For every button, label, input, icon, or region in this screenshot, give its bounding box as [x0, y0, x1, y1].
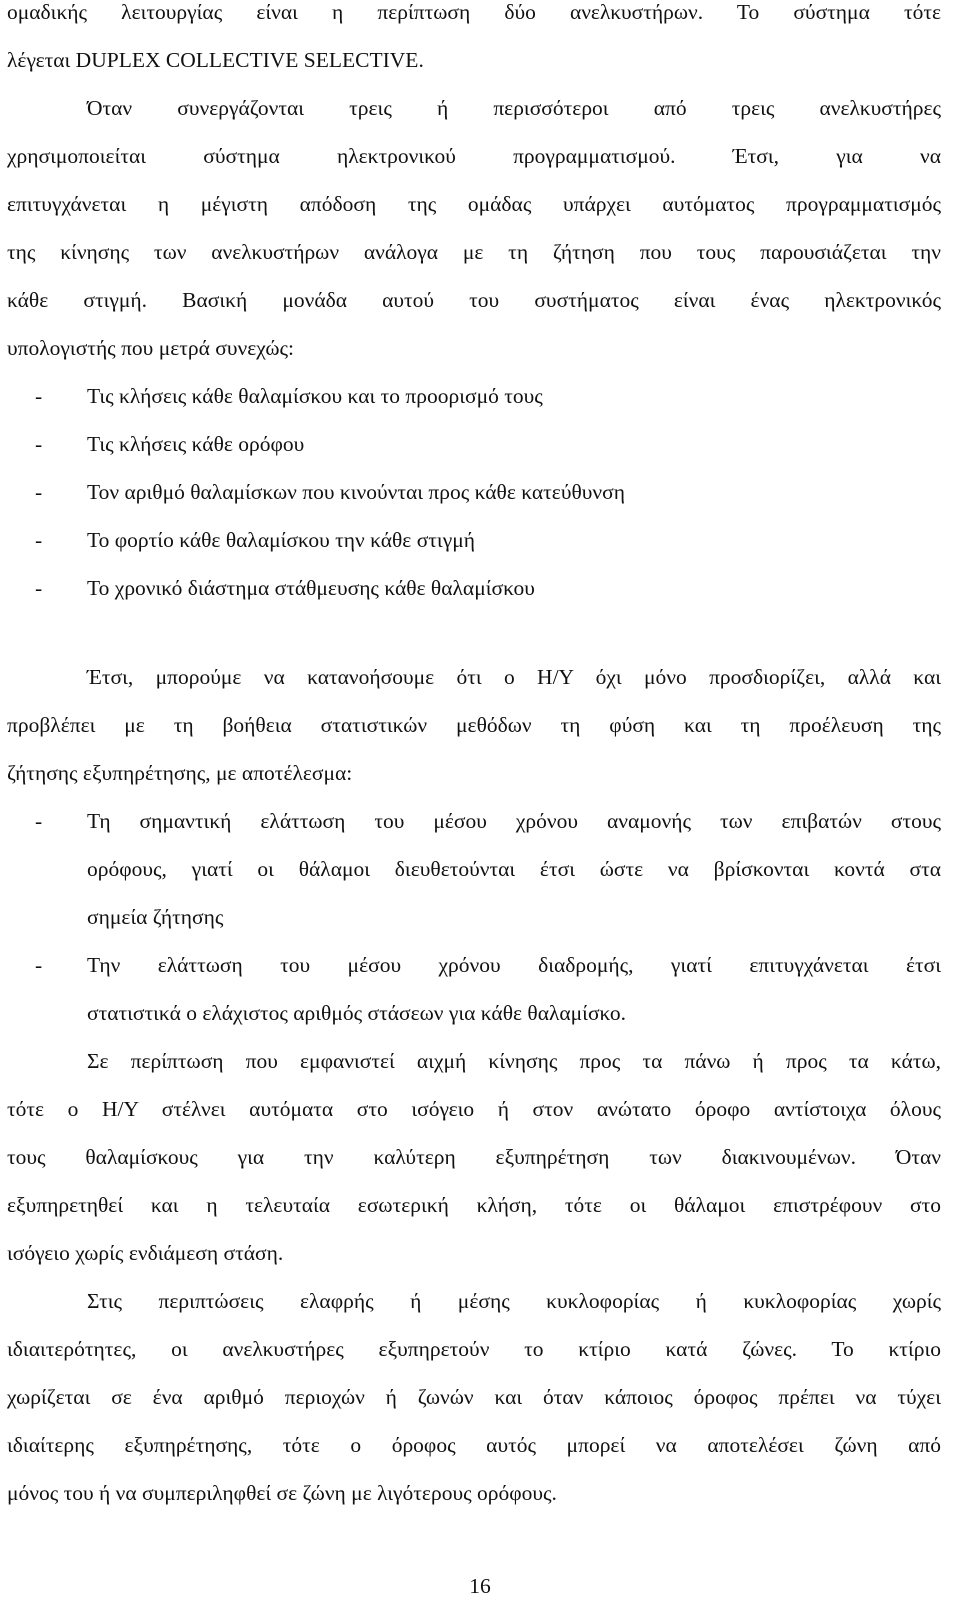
list-item: Τις κλήσεις κάθε ορόφου [87, 432, 305, 456]
paragraph-2-line-4: της κίνησης των ανελκυστήρων ανάλογα με τη ζήτηση που τους παρουσιάζεται την [7, 240, 941, 264]
list-dash: - [35, 432, 43, 456]
paragraph-3-line-3: ζήτησης εξυπηρέτησης, με αποτέλεσμα: [7, 761, 353, 785]
list-dash: - [35, 576, 43, 600]
paragraph-4-line-3: τους θαλαμίσκους για την καλύτερη εξυπηρέτηση των διακινουμένων. Όταν [7, 1145, 941, 1169]
list-dash: - [35, 528, 43, 552]
list-item: Το φορτίο κάθε θαλαμίσκου την κάθε στιγμή [87, 528, 475, 552]
list-item: Τον αριθμό θαλαμίσκων που κινούνται προς κάθε κατεύθυνση [87, 480, 625, 504]
paragraph-2-line-3: επιτυγχάνεται η μέγιστη απόδοση της ομάδας υπάρχει αυτόματος προγραμματισμός [7, 192, 941, 216]
list-dash: - [35, 809, 43, 833]
paragraph-2-line-2: χρησιμοποιείται σύστημα ηλεκτρονικού προγραμματισμού. Έτσι, για να [7, 144, 941, 168]
paragraph-3-line-1: Έτσι, μπορούμε να κατανοήσουμε ότι ο Η/Υ όχι μόνο προσδιορίζει, αλλά και [87, 665, 941, 689]
paragraph-4-line-1: Σε περίπτωση που εμφανιστεί αιχμή κίνησης προς τα πάνω ή προς τα κάτω, [87, 1049, 941, 1073]
paragraph-5-line-4: ιδιαίτερης εξυπηρέτησης, τότε ο όροφος αυτός μπορεί να αποτελέσει ζώνη από [7, 1433, 941, 1457]
list-dash: - [35, 480, 43, 504]
paragraph-2-line-6: υπολογιστής που μετρά συνεχώς: [7, 336, 294, 360]
paragraph-1-line-1: ομαδικής λειτουργίας είναι η περίπτωση δύο ανελκυστήρων. Το σύστημα τότε [7, 0, 941, 24]
list-item: Τις κλήσεις κάθε θαλαμίσκου και το προορισμό τους [87, 384, 543, 408]
paragraph-5-line-3: χωρίζεται σε ένα αριθμό περιοχών ή ζωνών και όταν κάποιος όροφος πρέπει να τύχει [7, 1385, 941, 1409]
list-dash: - [35, 384, 43, 408]
list-2-item-2-line-1: Την ελάττωση του μέσου χρόνου διαδρομής, γιατί επιτυγχάνεται έτσι [87, 953, 941, 977]
list-item: Το χρονικό διάστημα στάθμευσης κάθε θαλαμίσκου [87, 576, 535, 600]
list-2-item-1-line-2: ορόφους, γιατί οι θάλαμοι διευθετούνται έτσι ώστε να βρίσκονται κοντά στα [87, 857, 941, 881]
paragraph-2-line-5: κάθε στιγμή. Βασική μονάδα αυτού του συστήματος είναι ένας ηλεκτρονικός [7, 288, 941, 312]
paragraph-4-line-4: εξυπηρετηθεί και η τελευταία εσωτερική κλήση, τότε οι θάλαμοι επιστρέφουν στο [7, 1193, 941, 1217]
paragraph-4-line-2: τότε ο Η/Υ στέλνει αυτόματα στο ισόγειο ή στον ανώτατο όροφο αντίστοιχα όλους [7, 1097, 941, 1121]
list-2-item-2-line-2: στατιστικά ο ελάχιστος αριθμός στάσεων για κάθε θαλαμίσκο. [87, 1001, 627, 1025]
page-number: 16 [469, 1574, 491, 1598]
paragraph-4-line-5: ισόγειο χωρίς ενδιάμεση στάση. [7, 1241, 284, 1265]
paragraph-1-line-2: λέγεται DUPLEX COLLECTIVE SELECTIVE. [7, 48, 424, 72]
paragraph-3-line-2: προβλέπει με τη βοήθεια στατιστικών μεθόδων τη φύση και τη προέλευση της [7, 713, 941, 737]
paragraph-5-line-2: ιδιαιτερότητες, οι ανελκυστήρες εξυπηρετούν το κτίριο κατά ζώνες. Το κτίριο [7, 1337, 941, 1361]
paragraph-5-line-1: Στις περιπτώσεις ελαφρής ή μέσης κυκλοφορίας ή κυκλοφορίας χωρίς [87, 1289, 941, 1313]
list-dash: - [35, 953, 43, 977]
list-2-item-1-line-1: Τη σημαντική ελάττωση του μέσου χρόνου αναμονής των επιβατών στους [87, 809, 941, 833]
paragraph-2-line-1: Όταν συνεργάζονται τρεις ή περισσότεροι από τρεις ανελκυστήρες [87, 96, 941, 120]
paragraph-5-line-5: μόνος του ή να συμπεριληφθεί σε ζώνη με λιγότερους ορόφους. [7, 1481, 557, 1505]
list-2-item-1-line-3: σημεία ζήτησης [87, 905, 224, 929]
